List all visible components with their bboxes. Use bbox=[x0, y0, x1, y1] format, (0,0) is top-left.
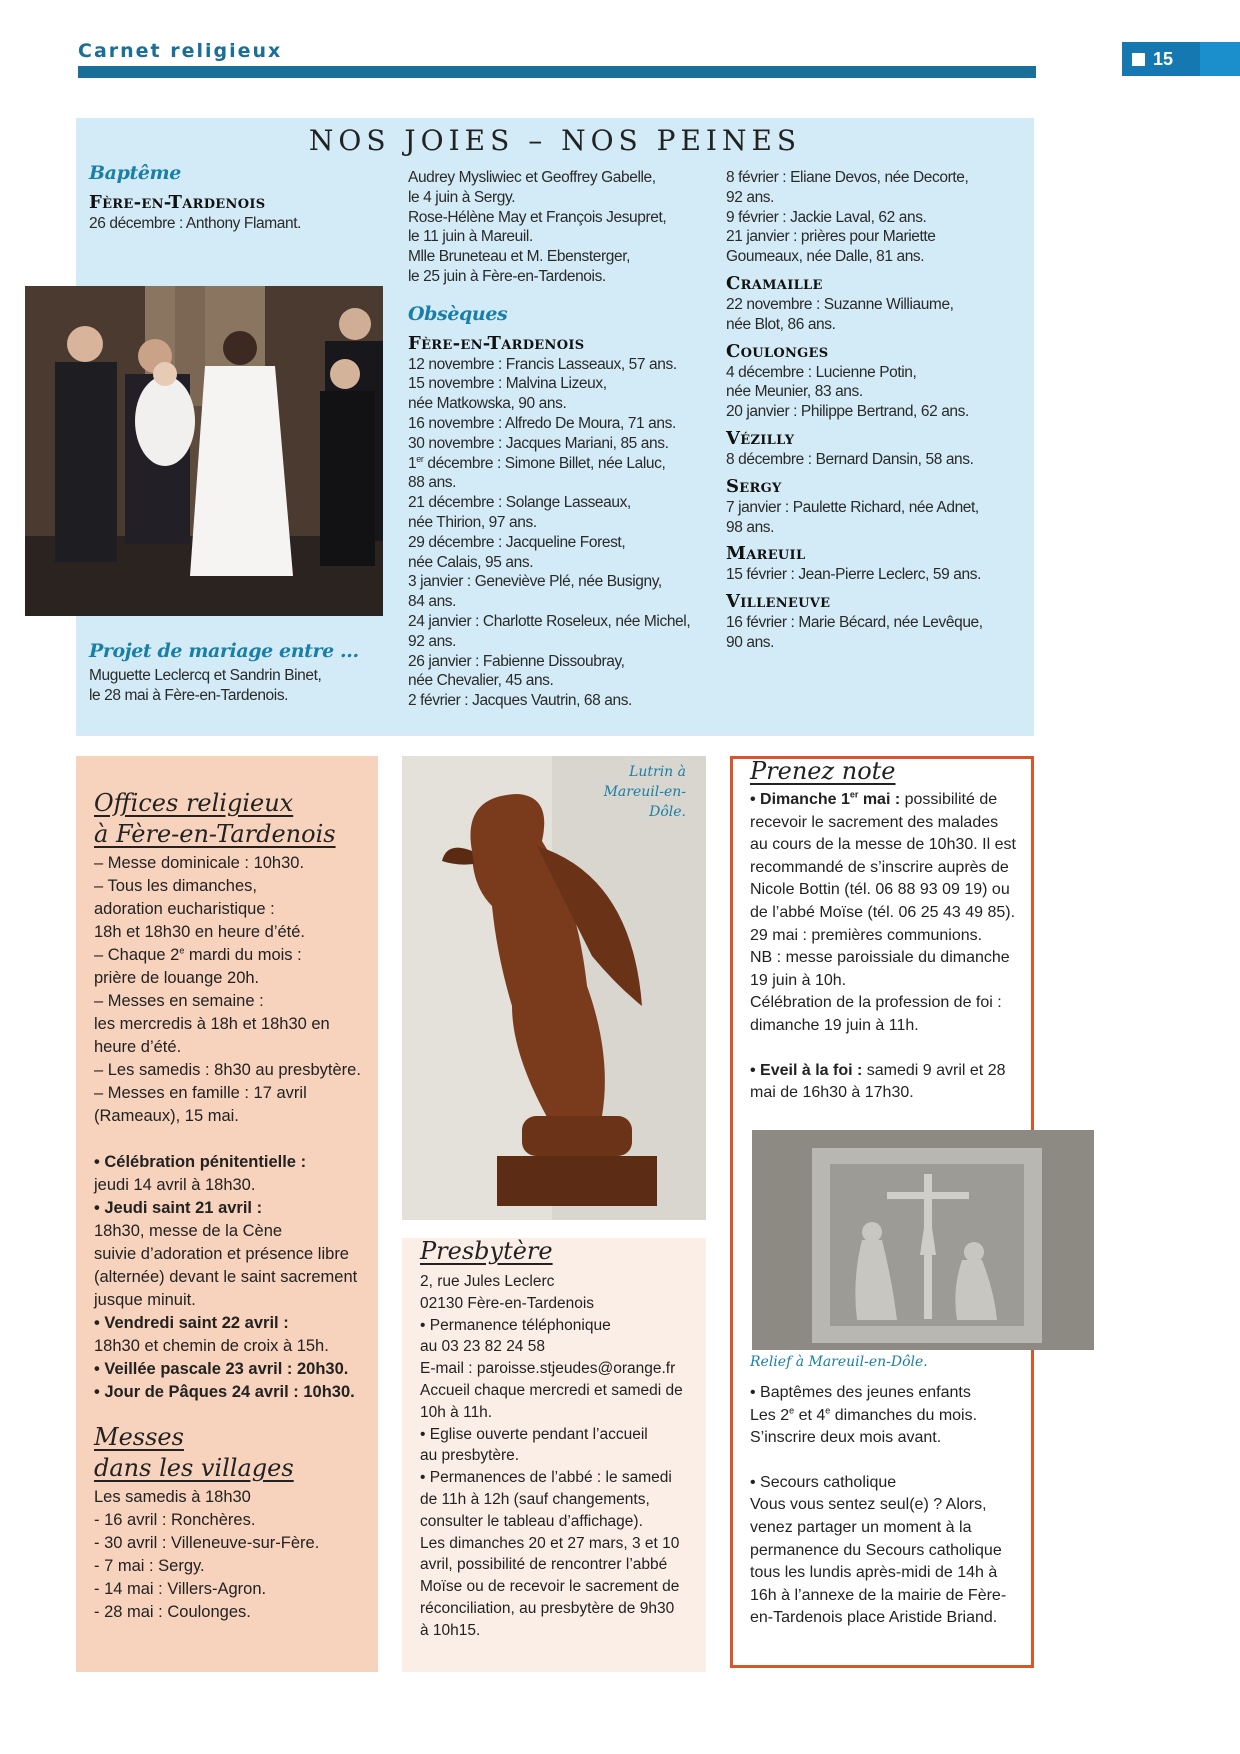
mariage-entry: Mlle Bruneteau et M. Ebensterger, bbox=[408, 248, 631, 266]
page-number bbox=[1122, 42, 1200, 76]
obseques-entry: 2 février : Jacques Vautrin, 68 ans. bbox=[408, 692, 632, 710]
obseques-entry: 92 ans. bbox=[408, 632, 457, 650]
mardi-pre: – Chaque 2 bbox=[94, 946, 180, 964]
obseques-entry: 7 janvier : Paulette Richard, née Adnet, bbox=[726, 498, 979, 516]
obseques-entry: née Blot, 86 ans. bbox=[726, 315, 836, 333]
presbytere-section bbox=[420, 1236, 702, 1642]
note-line: permanence du Secours catholique bbox=[750, 1541, 1002, 1559]
caption-line: Mareuil-en- bbox=[603, 784, 686, 800]
prenez-note-section-2 bbox=[750, 1350, 1030, 1630]
presbytere-line: 02130 Fère-en-Tardenois bbox=[420, 1294, 595, 1312]
obseques-entry: 98 ans. bbox=[726, 518, 775, 536]
bapt-mid: et 4 bbox=[794, 1406, 826, 1424]
offices-line bbox=[94, 944, 374, 967]
note-line: au cours de la messe de 10h30. Il est bbox=[750, 836, 1016, 854]
spacer bbox=[750, 1038, 1030, 1060]
obseques-heading: Obsèques bbox=[408, 302, 508, 325]
obseques-place: Fère-en-Tardenois bbox=[408, 332, 585, 354]
note-line: mai de 16h30 à 17h30. bbox=[750, 1084, 914, 1102]
note-line: Vous vous sentez seul(e) ? Alors, bbox=[750, 1496, 987, 1514]
obseques-entry: 16 février : Marie Bécard, née Levêque, bbox=[726, 614, 983, 632]
presbytere-body bbox=[420, 1271, 702, 1642]
obseques-entry: 8 décembre : Bernard Dansin, 58 ans. bbox=[726, 450, 974, 468]
offices-line: suivie d’adoration et présence libre bbox=[94, 1245, 349, 1263]
mariage-line: Muguette Leclercq et Sandrin Binet, bbox=[89, 666, 322, 684]
dim-first: possibilité de bbox=[900, 791, 998, 808]
obseques-entry: 24 janvier : Charlotte Roseleux, née Michel, bbox=[408, 612, 691, 630]
dimanche-line bbox=[750, 789, 1030, 812]
obseques-entry bbox=[408, 454, 708, 474]
note-line: Célébration de la profession de foi : bbox=[750, 994, 1002, 1012]
bapt-post: dimanches du mois. bbox=[830, 1406, 978, 1424]
obseques-entry: 9 février : Jackie Laval, 62 ans. bbox=[726, 208, 927, 226]
presbytere-title: Presbytère bbox=[420, 1237, 553, 1265]
obseques-entry: 12 novembre : Francis Lasseaux, 57 ans. bbox=[408, 355, 677, 373]
obseques-entry: 4 décembre : Lucienne Potin, bbox=[726, 363, 917, 381]
note-line: Nicole Bottin (tél. 06 88 93 09 19) ou bbox=[750, 881, 1010, 899]
villages-line: - 7 mai : Sergy. bbox=[94, 1557, 205, 1575]
presbytere-line: • Permanences de l’abbé : le samedi bbox=[420, 1469, 672, 1487]
presbytere-line: au 03 23 82 24 58 bbox=[420, 1338, 545, 1356]
note-line: NB : messe paroissiale du dimanche bbox=[750, 949, 1010, 967]
column-2 bbox=[408, 168, 708, 711]
relief-caption: Relief à Mareuil-en-Dôle. bbox=[750, 1354, 928, 1370]
villages-line: - 28 mai : Coulonges. bbox=[94, 1603, 251, 1621]
obseques-entry: née Matkowska, 90 ans. bbox=[408, 395, 567, 413]
relief-photo bbox=[752, 1130, 1094, 1350]
vendredi-label-text: • Vendredi saint 22 avril : bbox=[94, 1314, 289, 1332]
villages-line: - 14 mai : Villers-Agron. bbox=[94, 1580, 267, 1598]
note-line: recommandé de s’inscrire auprès de bbox=[750, 858, 1009, 876]
villages-line: - 16 avril : Ronchères. bbox=[94, 1511, 256, 1529]
obseques-entry: 15 novembre : Malvina Lizeux, bbox=[408, 375, 607, 393]
mariage-heading: Projet de mariage entre ... bbox=[89, 640, 359, 662]
mariage-entry: Audrey Mysliwiec et Geoffrey Gabelle, bbox=[408, 169, 656, 186]
mardi-post: mardi du mois : bbox=[184, 946, 302, 964]
offices-line: les mercredis à 18h et 18h30 en bbox=[94, 1015, 330, 1033]
paques-text: • Jour de Pâques 24 avril : 10h30. bbox=[94, 1383, 355, 1401]
place-vezilly: Vézilly bbox=[726, 427, 795, 449]
obseques-entry: 21 janvier : prières pour Mariette bbox=[726, 228, 936, 246]
note-line: en-Tardenois place Aristide Briand. bbox=[750, 1609, 998, 1627]
caption-line: Dôle. bbox=[649, 804, 686, 820]
obseques-entry: 29 décembre : Jacqueline Forest, bbox=[408, 533, 626, 551]
dim-post: mai : bbox=[858, 791, 901, 808]
penitentielle-label-text: • Célébration pénitentielle : bbox=[94, 1153, 307, 1171]
presbytere-line: Moïse ou de recevoir le sacrement de bbox=[420, 1578, 680, 1596]
lutrin-illustration bbox=[402, 756, 706, 1220]
place-cramaille: Cramaille bbox=[726, 272, 823, 294]
offices-line: – Messe dominicale : 10h30. bbox=[94, 854, 305, 872]
offices-line: – Messes en famille : 17 avril bbox=[94, 1084, 307, 1102]
offices-line: (Rameaux), 15 mai. bbox=[94, 1107, 239, 1125]
page-number-text: 15 bbox=[1153, 48, 1174, 69]
lutrin-caption bbox=[560, 762, 686, 822]
baptism-photo bbox=[25, 286, 383, 616]
billet-day: 1 bbox=[408, 454, 417, 472]
villages-title: dans les villages bbox=[94, 1454, 294, 1482]
presbytere-line: • Permanence téléphonique bbox=[420, 1316, 611, 1334]
spacer bbox=[94, 1128, 374, 1151]
billet-sup: er bbox=[416, 453, 424, 464]
place-mareuil: Mareuil bbox=[726, 543, 806, 565]
presbytere-line: 10h à 11h. bbox=[420, 1403, 493, 1421]
offices-title: à Fère-en-Tardenois bbox=[94, 820, 336, 848]
note-line: dimanche 19 juin à 11h. bbox=[750, 1016, 919, 1034]
obseques-entry: 92 ans. bbox=[726, 188, 775, 206]
villages-title: Messes bbox=[94, 1423, 184, 1451]
presbytere-line: • Eglise ouverte pendant l’accueil bbox=[420, 1425, 648, 1443]
note-line: 19 juin à 10h. bbox=[750, 971, 847, 989]
bapt-sup: e bbox=[825, 1405, 831, 1416]
prenez-note-title: Prenez note bbox=[750, 757, 896, 785]
square-icon bbox=[1132, 53, 1145, 66]
veillee-text: • Veillée pascale 23 avril : 20h30. bbox=[94, 1360, 349, 1378]
joies-title: NOS JOIES – NOS PEINES bbox=[308, 124, 802, 157]
baptism-photo-illustration bbox=[25, 286, 383, 616]
obseques-entry: 90 ans. bbox=[726, 633, 775, 651]
offices-title: Offices religieux bbox=[94, 789, 294, 817]
offices-line: (alternée) devant le saint sacrement bbox=[94, 1268, 358, 1286]
place-villeneuve: Villeneuve bbox=[726, 591, 831, 613]
obseques-entry: 16 novembre : Alfredo De Moura, 71 ans. bbox=[408, 414, 676, 432]
mariage-entry: Rose-Hélène May et François Jesupret, bbox=[408, 208, 667, 226]
note-line: S’inscrire deux mois avant. bbox=[750, 1429, 942, 1447]
note-line: venez partager un moment à la bbox=[750, 1518, 972, 1536]
villages-body bbox=[94, 1486, 374, 1624]
note-line: 16h à l’annexe de la mairie de Fère- bbox=[750, 1586, 1007, 1604]
obseques-entry: 3 janvier : Geneviève Plé, née Busigny, bbox=[408, 573, 662, 591]
offices-section bbox=[94, 788, 374, 1624]
obseques-entry: née Calais, 95 ans. bbox=[408, 553, 534, 571]
obseques-entry: 84 ans. bbox=[408, 593, 457, 611]
offices-line: 18h30, messe de la Cène bbox=[94, 1222, 283, 1240]
offices-line: jeudi 14 avril à 18h30. bbox=[94, 1176, 256, 1194]
mariage-line: le 28 mai à Fère-en-Tardenois. bbox=[89, 686, 289, 704]
obseques-entry: 21 décembre : Solange Lasseaux, bbox=[408, 494, 631, 512]
mardi-sup: e bbox=[179, 945, 185, 956]
obseques-entry: 26 janvier : Fabienne Dissoubray, bbox=[408, 652, 625, 670]
prenez-note-body bbox=[750, 789, 1030, 1105]
prenez-note-body-2 bbox=[750, 1382, 1030, 1630]
eveil-label: • Eveil à la foi : bbox=[750, 1061, 863, 1079]
dim-pre: • Dimanche 1 bbox=[750, 791, 850, 808]
obseques-entry: 30 novembre : Jacques Mariani, 85 ans. bbox=[408, 434, 669, 452]
spacer bbox=[750, 1450, 1030, 1472]
place-sergy: Sergy bbox=[726, 475, 782, 497]
mariage-section bbox=[89, 642, 379, 705]
bapt-pre: Les 2 bbox=[750, 1406, 790, 1424]
dimanche-label bbox=[750, 791, 900, 808]
obseques-entry: 88 ans. bbox=[408, 474, 457, 492]
offices-line: – Tous les dimanches, bbox=[94, 877, 257, 895]
villages-line: Les samedis à 18h30 bbox=[94, 1488, 251, 1506]
obseques-entry: Goumeaux, née Dalle, 81 ans. bbox=[726, 248, 925, 266]
paques-line bbox=[94, 1381, 374, 1404]
bapteme-place: Fère-en-Tardenois bbox=[89, 191, 266, 213]
eveil-line bbox=[750, 1060, 1030, 1083]
presbytere-line: avril, possibilité de rencontrer l’abbé bbox=[420, 1556, 668, 1574]
presbytere-line: à 10h15. bbox=[420, 1621, 481, 1639]
bapteme-entry: 26 décembre : Anthony Flamant. bbox=[89, 214, 302, 232]
note-line: recevoir le sacrement des malades bbox=[750, 813, 999, 831]
relief-illustration bbox=[752, 1130, 1094, 1350]
presbytere-line: réconciliation, au presbytère de 9h30 bbox=[420, 1599, 675, 1617]
mariage-entry: le 4 juin à Sergy. bbox=[408, 188, 516, 206]
offices-line: 18h et 18h30 en heure d’été. bbox=[94, 923, 306, 941]
obseques-entry: 22 novembre : Suzanne Williaume, bbox=[726, 295, 954, 313]
eveil-first: samedi 9 avril et 28 bbox=[862, 1061, 1006, 1079]
bapteme-heading: Baptême bbox=[89, 162, 181, 184]
jeudi-label bbox=[94, 1197, 374, 1220]
presbytere-line: au presbytère. bbox=[420, 1447, 520, 1465]
jeudi-label-text: • Jeudi saint 21 avril : bbox=[94, 1199, 263, 1217]
obseques-entry: 20 janvier : Philippe Bertrand, 62 ans. bbox=[726, 403, 969, 421]
place-coulonges: Coulonges bbox=[726, 340, 829, 362]
obseques-entry: née Chevalier, 45 ans. bbox=[408, 672, 554, 690]
presbytere-email[interactable]: E-mail : paroisse.stjeudes@orange.fr bbox=[420, 1360, 676, 1378]
offices-line: – Les samedis : 8h30 au presbytère. bbox=[94, 1061, 361, 1079]
penitentielle-label bbox=[94, 1151, 374, 1174]
villages-line: - 30 avril : Villeneuve-sur-Fère. bbox=[94, 1534, 320, 1552]
vendredi-label bbox=[94, 1312, 374, 1335]
obseques-entry: née Meunier, 83 ans. bbox=[726, 383, 863, 401]
note-line: tous les lundis après-midi de 14h à bbox=[750, 1564, 998, 1582]
offices-line: adoration eucharistique : bbox=[94, 900, 275, 918]
prenez-note-section bbox=[750, 756, 1030, 1105]
obseques-entry: 8 février : Eliane Devos, née Decorte, bbox=[726, 169, 969, 186]
bapt-label: • Baptêmes des jeunes enfants bbox=[750, 1384, 971, 1401]
presbytere-line: 2, rue Jules Leclerc bbox=[420, 1273, 555, 1290]
dim-sup: er bbox=[849, 789, 859, 800]
caption-line: Lutrin à bbox=[629, 764, 686, 780]
offices-line: – Messes en semaine : bbox=[94, 992, 264, 1010]
veillee-line bbox=[94, 1358, 374, 1381]
offices-body bbox=[94, 852, 374, 1404]
lutrin-photo bbox=[402, 756, 706, 1220]
offices-line: prière de louange 20h. bbox=[94, 969, 260, 987]
column-3 bbox=[726, 168, 1026, 653]
obseques-entry: née Thirion, 97 ans. bbox=[408, 513, 537, 531]
note-line: 29 mai : premières communions. bbox=[750, 926, 983, 944]
mariage-entry: le 25 juin à Fère-en-Tardenois. bbox=[408, 267, 606, 285]
presbytere-line: Les dimanches 20 et 27 mars, 3 et 10 bbox=[420, 1534, 680, 1552]
spacer bbox=[94, 1404, 374, 1422]
offices-line: heure d’été. bbox=[94, 1038, 182, 1056]
note-line: de l’abbé Moïse (tél. 06 25 43 49 85). bbox=[750, 903, 1016, 921]
mariage-entry: le 11 juin à Mareuil. bbox=[408, 228, 533, 246]
bapt-sup: e bbox=[789, 1405, 795, 1416]
offices-line: jusque minuit. bbox=[94, 1291, 196, 1309]
section-label: Carnet religieux bbox=[78, 40, 283, 62]
secours-label: • Secours catholique bbox=[750, 1473, 897, 1491]
presbytere-line: consulter le tableau d’affichage). bbox=[420, 1512, 643, 1530]
offices-line: 18h30 et chemin de croix à 15h. bbox=[94, 1337, 329, 1355]
billet-rest: décembre : Simone Billet, née Laluc, bbox=[423, 454, 666, 472]
presbytere-line: de 11h à 12h (sauf changements, bbox=[420, 1490, 650, 1508]
header-rule bbox=[78, 66, 1036, 78]
obseques-entry: 15 février : Jean-Pierre Leclerc, 59 ans. bbox=[726, 566, 981, 584]
bapt-line bbox=[750, 1405, 1030, 1428]
bapteme-section bbox=[89, 164, 369, 234]
presbytere-line: Accueil chaque mercredi et samedi de bbox=[420, 1381, 683, 1399]
